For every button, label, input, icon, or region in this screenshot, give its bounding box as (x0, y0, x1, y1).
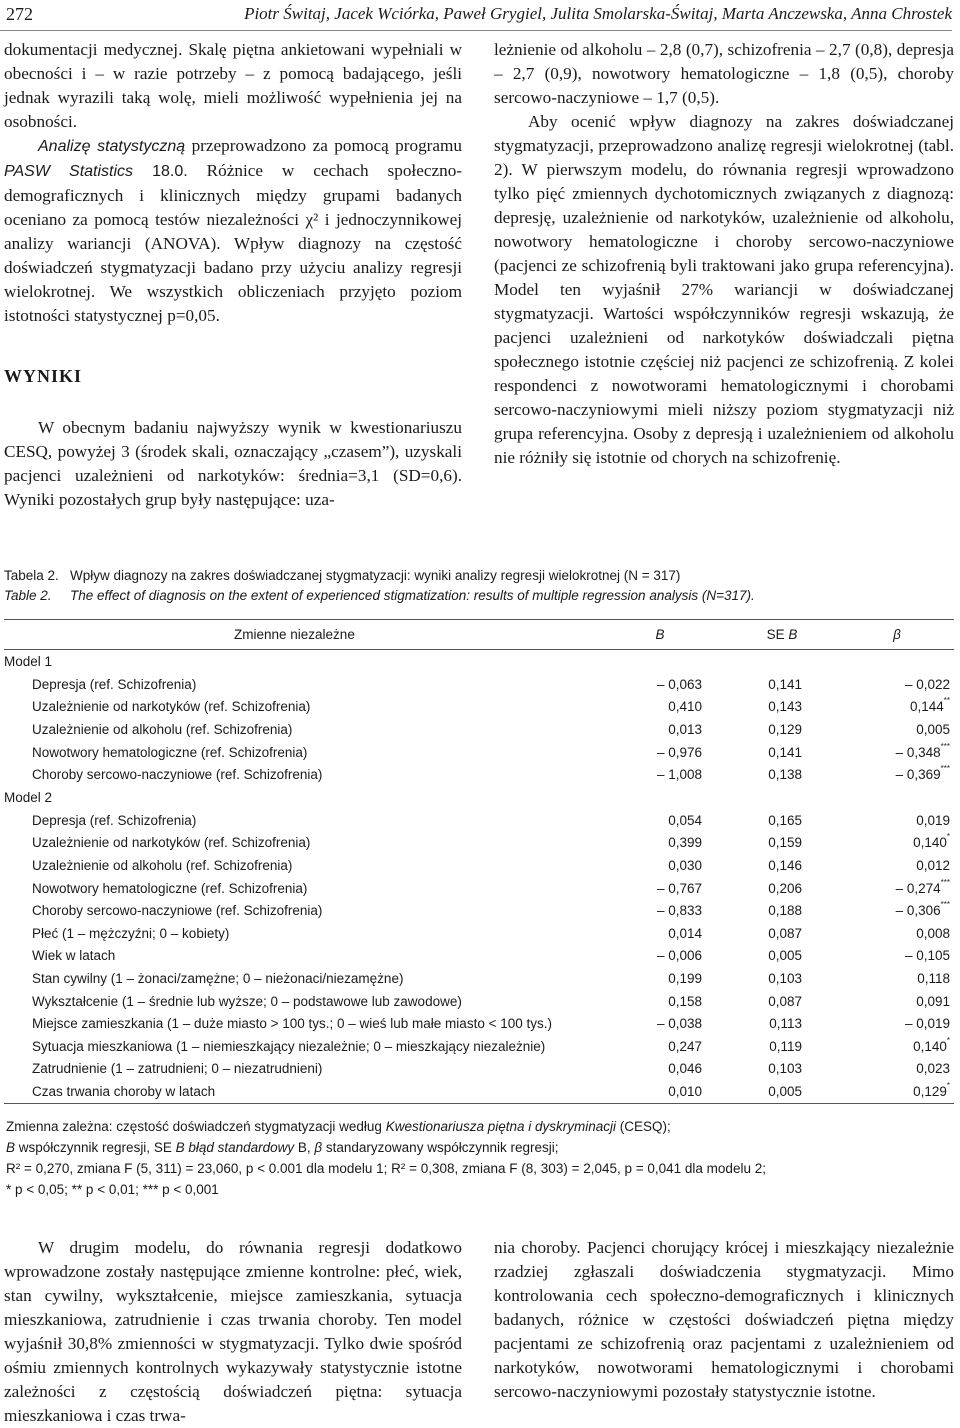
cell-beta: 0,118 (917, 970, 950, 986)
cell-se-b: 0,005 (724, 1080, 840, 1103)
cell-beta: 0,091 (916, 993, 950, 1009)
paragraph: nia choroby. Pacjenci chorujący krócej i mieszkający niezależnie rzadziej zgłaszali doświadczenia stygmatyzacji. Mimo kontrolowania cech społeczno-demograficznych i klinicznych badanych, różnice w częstości doświadczeń piętna między pacjentami ze schizofrenią oraz pacjentami z uzależnieniem od narkotyków, nowotworami hematologicznymi i chorobami sercowo-naczyniowymi pozostały statystycznie istotne. (494, 1238, 954, 1401)
caption-polish (4, 566, 954, 586)
model-label: Model 2 (4, 789, 53, 805)
left-column-top (4, 38, 462, 512)
cell-variable: Sytuacja mieszkaniowa (1 – niemieszkający niezależnie; 0 – mieszkający niezależnie) (32, 1038, 546, 1054)
header-b: B (655, 627, 665, 642)
model-label-row (4, 786, 954, 809)
cell-b: 0,013 (668, 721, 702, 737)
header-independent-variables: Zmienne niezależne (234, 627, 355, 642)
table-row (4, 945, 954, 968)
table-row (4, 899, 954, 922)
paragraph: W obecnym badaniu najwyższy wynik w kwestionariuszu CESQ, powyżej 3 (środek skali, oznaczający „czasem”), uzyskali pacjenci uzależnieni od narkotyków: średnia=3,1 (SD=0,6). Wyniki pozostałych grup były następujące: uza- (4, 418, 462, 509)
cell-variable: Uzależnienie od alkoholu (ref. Schizofrenia) (32, 721, 293, 737)
paragraph: leżnienie od alkoholu – 2,8 (0,7), schizofrenia – 2,7 (0,8), depresja – 2,7 (0,9), nowotwory hematologiczne – 1,8 (0,5), choroby sercowo-naczyniowe – 1,7 (0,5). (494, 40, 954, 107)
text-run: Różnice w cechach społeczno-demograficznych i klinicznych między grupami badanych oceniano za pomocą testów niezależności χ² i jednoczynnikowej analizy wariancji (ANOVA). Wpływ diagnozy na częstość doświadczeń stygmatyzacji badano przy użyciu analizy regresji wielokrotnej. We wszystkich obliczeniach przyjęto poziom istotności statystycznej p=0,05. (4, 161, 463, 325)
table-row (4, 1080, 954, 1103)
cell-b: 0,010 (596, 1080, 724, 1103)
table-row (4, 673, 954, 696)
table-row (4, 763, 954, 786)
cell-se-b: 0,119 (769, 1038, 802, 1054)
cell-variable: Płeć (1 – mężczyźni; 0 – kobiety) (32, 925, 230, 941)
paragraph: W drugim modelu, do równania regresji dodatkowo wprowadzone zostały następujące zmienne kontrolne: płeć, wiek, stan cywilny, wykształcenie, miejsce zamieszkania, sytuacja mieszkaniowa, zatrudnienie i czas trwania choroby. Ten model wyjaśnił 30,8% zmienności w stygmatyzacji. Tylko dwie spośród ośmiu zmiennych kontrolnych wykazywały statystycznie istotne zależności z częstością doświadczeń piętna: sytuacja mieszkaniowa i czas trwa- (4, 1238, 462, 1425)
cell-beta: 0,008 (916, 925, 950, 941)
italic-term: Analizę statystyczną (38, 138, 186, 155)
table-header-row (4, 620, 954, 650)
cell-b: – 0,006 (656, 948, 702, 964)
header-beta: β (893, 627, 901, 642)
caption-label: Tabela 2. (4, 568, 59, 583)
right-column-top (494, 38, 954, 470)
cell-se-b: 0,005 (768, 948, 802, 964)
paragraph-statistics (4, 134, 462, 328)
table-caption (4, 566, 954, 606)
table-row (4, 990, 954, 1013)
software-name: PASW Statistics (4, 163, 134, 180)
cell-beta: – 0,019 (904, 1016, 950, 1032)
regression-table (4, 619, 954, 1104)
cell-se-b: 0,113 (769, 1016, 802, 1032)
cell-b: 0,054 (668, 812, 702, 828)
cell-variable: Wykształcenie (1 – średnie lub wyższe; 0 – podstawowe lub zawodowe) (32, 993, 462, 1009)
cell-b: – 0,767 (656, 880, 702, 896)
significance-marker: *** (940, 900, 950, 910)
cell-b: – 1,008 (656, 767, 702, 783)
cell-variable: Miejsce zamieszkania (1 – duże miasto > 100 tys.; 0 – wieś lub małe miasto < 100 tys.) (32, 1016, 552, 1032)
table-body (4, 650, 954, 1104)
table-row (4, 809, 954, 832)
caption-text: Wpływ diagnozy na zakres doświadczanej stygmatyzacji: wyniki analizy regresji wielokrotnej (N = 317) (70, 568, 681, 583)
cell-variable: Uzależnienie od alkoholu (ref. Schizofrenia) (32, 857, 293, 873)
cell-b: 0,030 (668, 857, 702, 873)
cell-se-b: 0,159 (768, 835, 802, 851)
cell-beta: 0,005 (916, 721, 950, 737)
cell-se-b: 0,188 (768, 903, 802, 919)
running-head-authors: Piotr Świtaj, Jacek Wciórka, Paweł Grygiel, Julita Smolarska-Świtaj, Marta Anczewska, Anna Chrostek (244, 4, 952, 23)
page-header (0, 4, 952, 31)
significance-marker: * (946, 832, 950, 842)
significance-marker: *** (940, 741, 950, 751)
table-row (4, 854, 954, 877)
header-se-b: SE B (766, 627, 798, 642)
caption-english (4, 586, 954, 606)
cell-beta: 0,140* (913, 1035, 950, 1054)
cell-beta: – 0,105 (904, 948, 950, 964)
cell-b: 0,046 (668, 1061, 702, 1077)
table-row (4, 832, 954, 855)
cell-se-b: 0,103 (768, 1061, 802, 1077)
cell-se-b: 0,141 (768, 676, 802, 692)
cell-se-b: 0,146 (768, 857, 802, 873)
cell-b: 0,158 (668, 993, 702, 1009)
cell-variable: Choroby sercowo-naczyniowe (ref. Schizofrenia) (32, 767, 323, 783)
table-row (4, 967, 954, 990)
cell-beta: – 0,306*** (895, 900, 950, 919)
table-row (4, 922, 954, 945)
table-row (4, 877, 954, 900)
page-number: 272 (6, 4, 33, 24)
cell-beta: – 0,022 (904, 676, 950, 692)
cell-variable: Depresja (ref. Schizofrenia) (32, 812, 197, 828)
table-row (4, 741, 954, 764)
cell-beta: 0,144** (909, 696, 950, 715)
significance-marker: *** (940, 877, 950, 887)
cell-beta: – 0,348*** (895, 741, 950, 760)
caption-text: The effect of diagnosis on the extent of experienced stigmatization: results of multiple regression analysis (N=317). (70, 588, 755, 603)
cell-beta: 0,140* (913, 832, 950, 851)
cell-beta: – 0,369*** (895, 764, 950, 783)
note-model-fit: R² = 0,270, zmiana F (5, 311) = 23,060, p < 0.001 dla modelu 1; R² = 0,308, zmiana F (8, 303) = 2,045, p = 0,041 dla modelu 2; (6, 1161, 766, 1176)
cell-beta: 0,129* (840, 1080, 954, 1103)
cell-se-b: 0,206 (768, 880, 802, 896)
model-label-row (4, 650, 954, 674)
note-dependent-variable: Zmienna zależna: częstość doświadczeń stygmatyzacji według Kwestionariusza piętna i dyskryminacji (CESQ); (6, 1119, 671, 1134)
cell-variable: Uzależnienie od narkotyków (ref. Schizofrenia) (32, 835, 311, 851)
cell-b: – 0,833 (656, 903, 702, 919)
cell-variable: Uzależnienie od narkotyków (ref. Schizofrenia) (32, 699, 311, 715)
table-notes (6, 1116, 956, 1200)
significance-marker: *** (940, 764, 950, 774)
cell-b: 0,410 (668, 699, 702, 715)
table-row (4, 718, 954, 741)
cell-se-b: 0,129 (768, 721, 802, 737)
note-coefficients: B współczynnik regresji, SE B błąd standardowy B, β standaryzowany współczynnik regresji; (6, 1140, 559, 1155)
cell-variable: Nowotwory hematologiczne (ref. Schizofrenia) (32, 744, 308, 760)
caption-label: Table 2. (4, 588, 52, 603)
table-row (4, 696, 954, 719)
significance-marker: ** (943, 696, 950, 706)
cell-se-b: 0,143 (768, 699, 802, 715)
cell-variable: Choroby sercowo-naczyniowe (ref. Schizofrenia) (32, 903, 323, 919)
table-row (4, 1012, 954, 1035)
paragraph: dokumentacji medycznej. Skalę piętna ankietowani wypełniali w obecności i – w razie potrzeby – z pomocą badającego, jeśli jednak wyrazili taką wolę, mieli możliwość wypełnienia jej na osobności. (4, 40, 462, 131)
right-column-bottom (494, 1236, 954, 1404)
software-version: 18.0. (133, 163, 188, 180)
cell-beta: 0,019 (916, 812, 950, 828)
cell-beta: 0,012 (916, 857, 950, 873)
model-label: Model 1 (4, 654, 53, 669)
note-significance: * p < 0,05; ** p < 0,01; *** p < 0,001 (6, 1182, 219, 1197)
cell-se-b: 0,165 (768, 812, 802, 828)
table-row (4, 1058, 954, 1081)
section-heading: WYNIKI (4, 366, 83, 386)
cell-variable: Stan cywilny (1 – żonaci/zamężne; 0 – nieżonaci/niezamężne) (32, 970, 404, 986)
cell-se-b: 0,103 (768, 970, 802, 986)
cell-beta: 0,023 (916, 1061, 950, 1077)
significance-marker: * (946, 1035, 950, 1045)
cell-se-b: 0,087 (768, 925, 802, 941)
cell-variable: Depresja (ref. Schizofrenia) (32, 676, 197, 692)
text-run: przeprowadzono za pomocą programu (185, 136, 463, 155)
cell-b: – 0,038 (656, 1016, 702, 1032)
cell-variable: Zatrudnienie (1 – zatrudnieni; 0 – niezatrudnieni) (32, 1061, 323, 1077)
cell-b: – 0,976 (656, 744, 702, 760)
cell-beta: – 0,274*** (895, 877, 950, 896)
table-row (4, 1035, 954, 1058)
cell-b: 0,199 (668, 970, 702, 986)
cell-se-b: 0,141 (768, 744, 802, 760)
cell-b: 0,014 (668, 925, 702, 941)
cell-variable: Czas trwania choroby w latach (4, 1080, 596, 1103)
paragraph: Aby ocenić wpływ diagnozy na zakres doświadczanej stygmatyzacji, przeprowadzono analizę regresji wielokrotnej (tabl. 2). W pierwszym modelu, do równania regresji wprowadzono tylko pięć zmiennych dychotomicznych związanych z diagnozą: depresję, uzależnienie od narkotyków, uzależnienie od alkoholu, nowotwory hematologiczne i choroby sercowo-naczyniowe (pacjenci ze schizofrenią byli traktowani jako grupa referencyjna). Model ten wyjaśnił 27% wariancji w doświadczanej stygmatyzacji. Wartości współczynników regresji wskazują, że pacjenci uzależnieni od narkotyków doświadczali piętna społecznego istotnie częściej niż pacjenci ze schizofrenią. Z kolei respondenci z nowotworami hematologicznymi i chorobami sercowo-naczyniowymi mieli niższy poziom stygmatyzacji niż grupa referencyjna. Osoby z depresją i uzależnieniem od alkoholu nie różniły się istotnie od chorych na schizofrenię. (494, 112, 954, 467)
significance-marker: * (946, 1080, 950, 1090)
cell-se-b: 0,138 (768, 767, 802, 783)
cell-b: – 0,063 (656, 676, 702, 692)
cell-variable: Nowotwory hematologiczne (ref. Schizofrenia) (32, 880, 308, 896)
cell-variable: Wiek w latach (32, 948, 116, 964)
cell-se-b: 0,087 (768, 993, 802, 1009)
cell-b: 0,399 (668, 835, 702, 851)
left-column-bottom (4, 1236, 462, 1428)
cell-b: 0,247 (668, 1038, 702, 1054)
